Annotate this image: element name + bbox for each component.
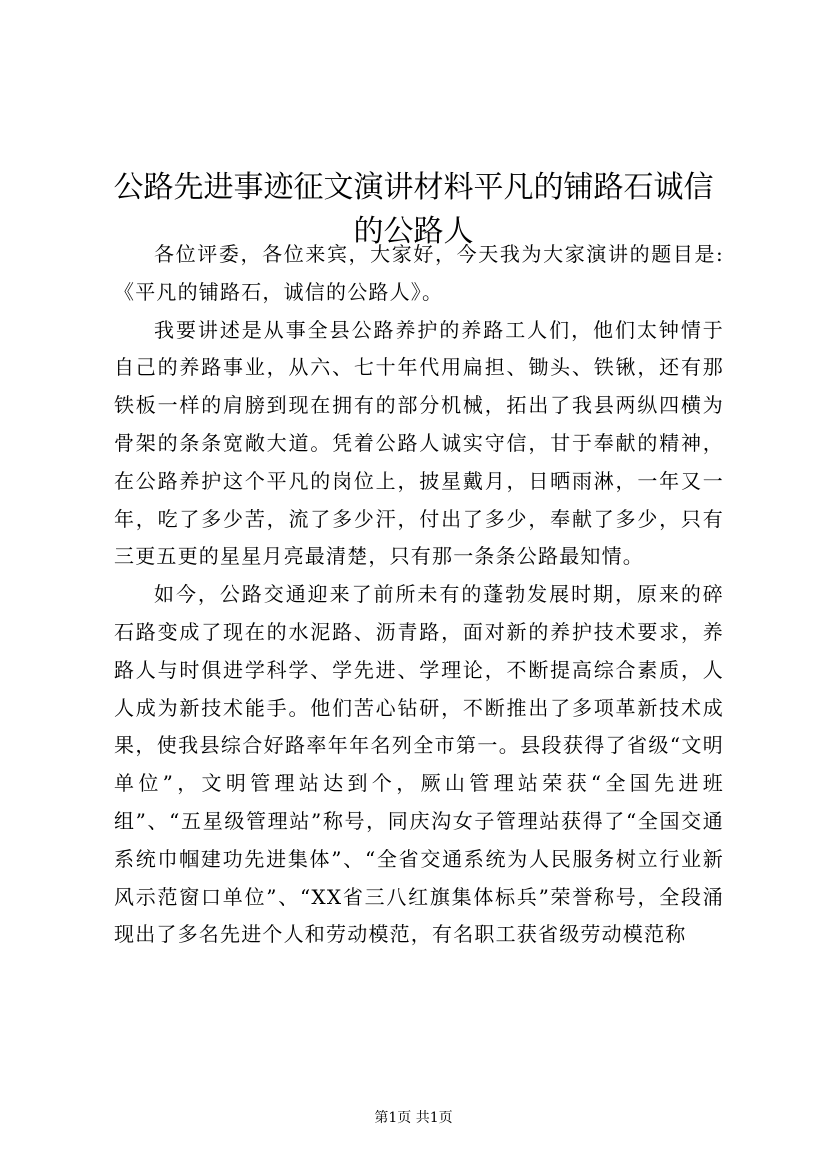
document-title: 公路先进事迹征文演讲材料平凡的铺路石诚信的公路人 [113,170,714,250]
paragraph-road-workers: 我要讲述是从事全县公路养护的养路工人们，他们太钟情于自己的养路事业，从六、七十年代用扁担、锄头、铁锹，还有那铁板一样的肩膀到现在拥有的部分机械，拓出了我县两纵四横为骨架的条条宽敞大道。凭着公路人诚实守信，甘于奉献的精神，在公路养护这个平凡的岗位上，披星戴月，日晒雨淋，一年又一年，吃了多少苦，流了多少汗，付出了多少，奉献了多少，只有三更五更的星星月亮最清楚，只有那一条条公路最知情。 [114,317,724,569]
document-body [114,236,724,954]
paragraph-greeting: 各位评委，各位来宾，大家好，今天我为大家演讲的题目是:《平凡的铺路石，诚信的公路人》。 [114,242,724,304]
paragraph-achievements: 如今，公路交通迎来了前所未有的蓬勃发展时期，原来的碎石路变成了现在的水泥路、沥青路，面对新的养护技术要求，养路人与时俱进学科学、学先进、学理论，不断提高综合素质，人人成为新技术能手。他们苦心钻研，不断推出了多项革新技术成果，使我县综合好路率年年名列全市第一。县段获得了省级“文明单位”，文明管理站达到个，厥山管理站荣获“全国先进班组”、“五星级管理站”称号，同庆沟女子管理站获得了“全国交通系统巾帼建功先进集体”、“全省交通系统为人民服务树立行业新风示范窗口单位”、“XX省三八红旗集体标兵”荣誉称号，全段涌现出了多名先进个人和劳动模范，有名职工获省级劳动模范称 [114,582,724,947]
page-number-footer: 第1页 共1页 [374,1110,453,1126]
